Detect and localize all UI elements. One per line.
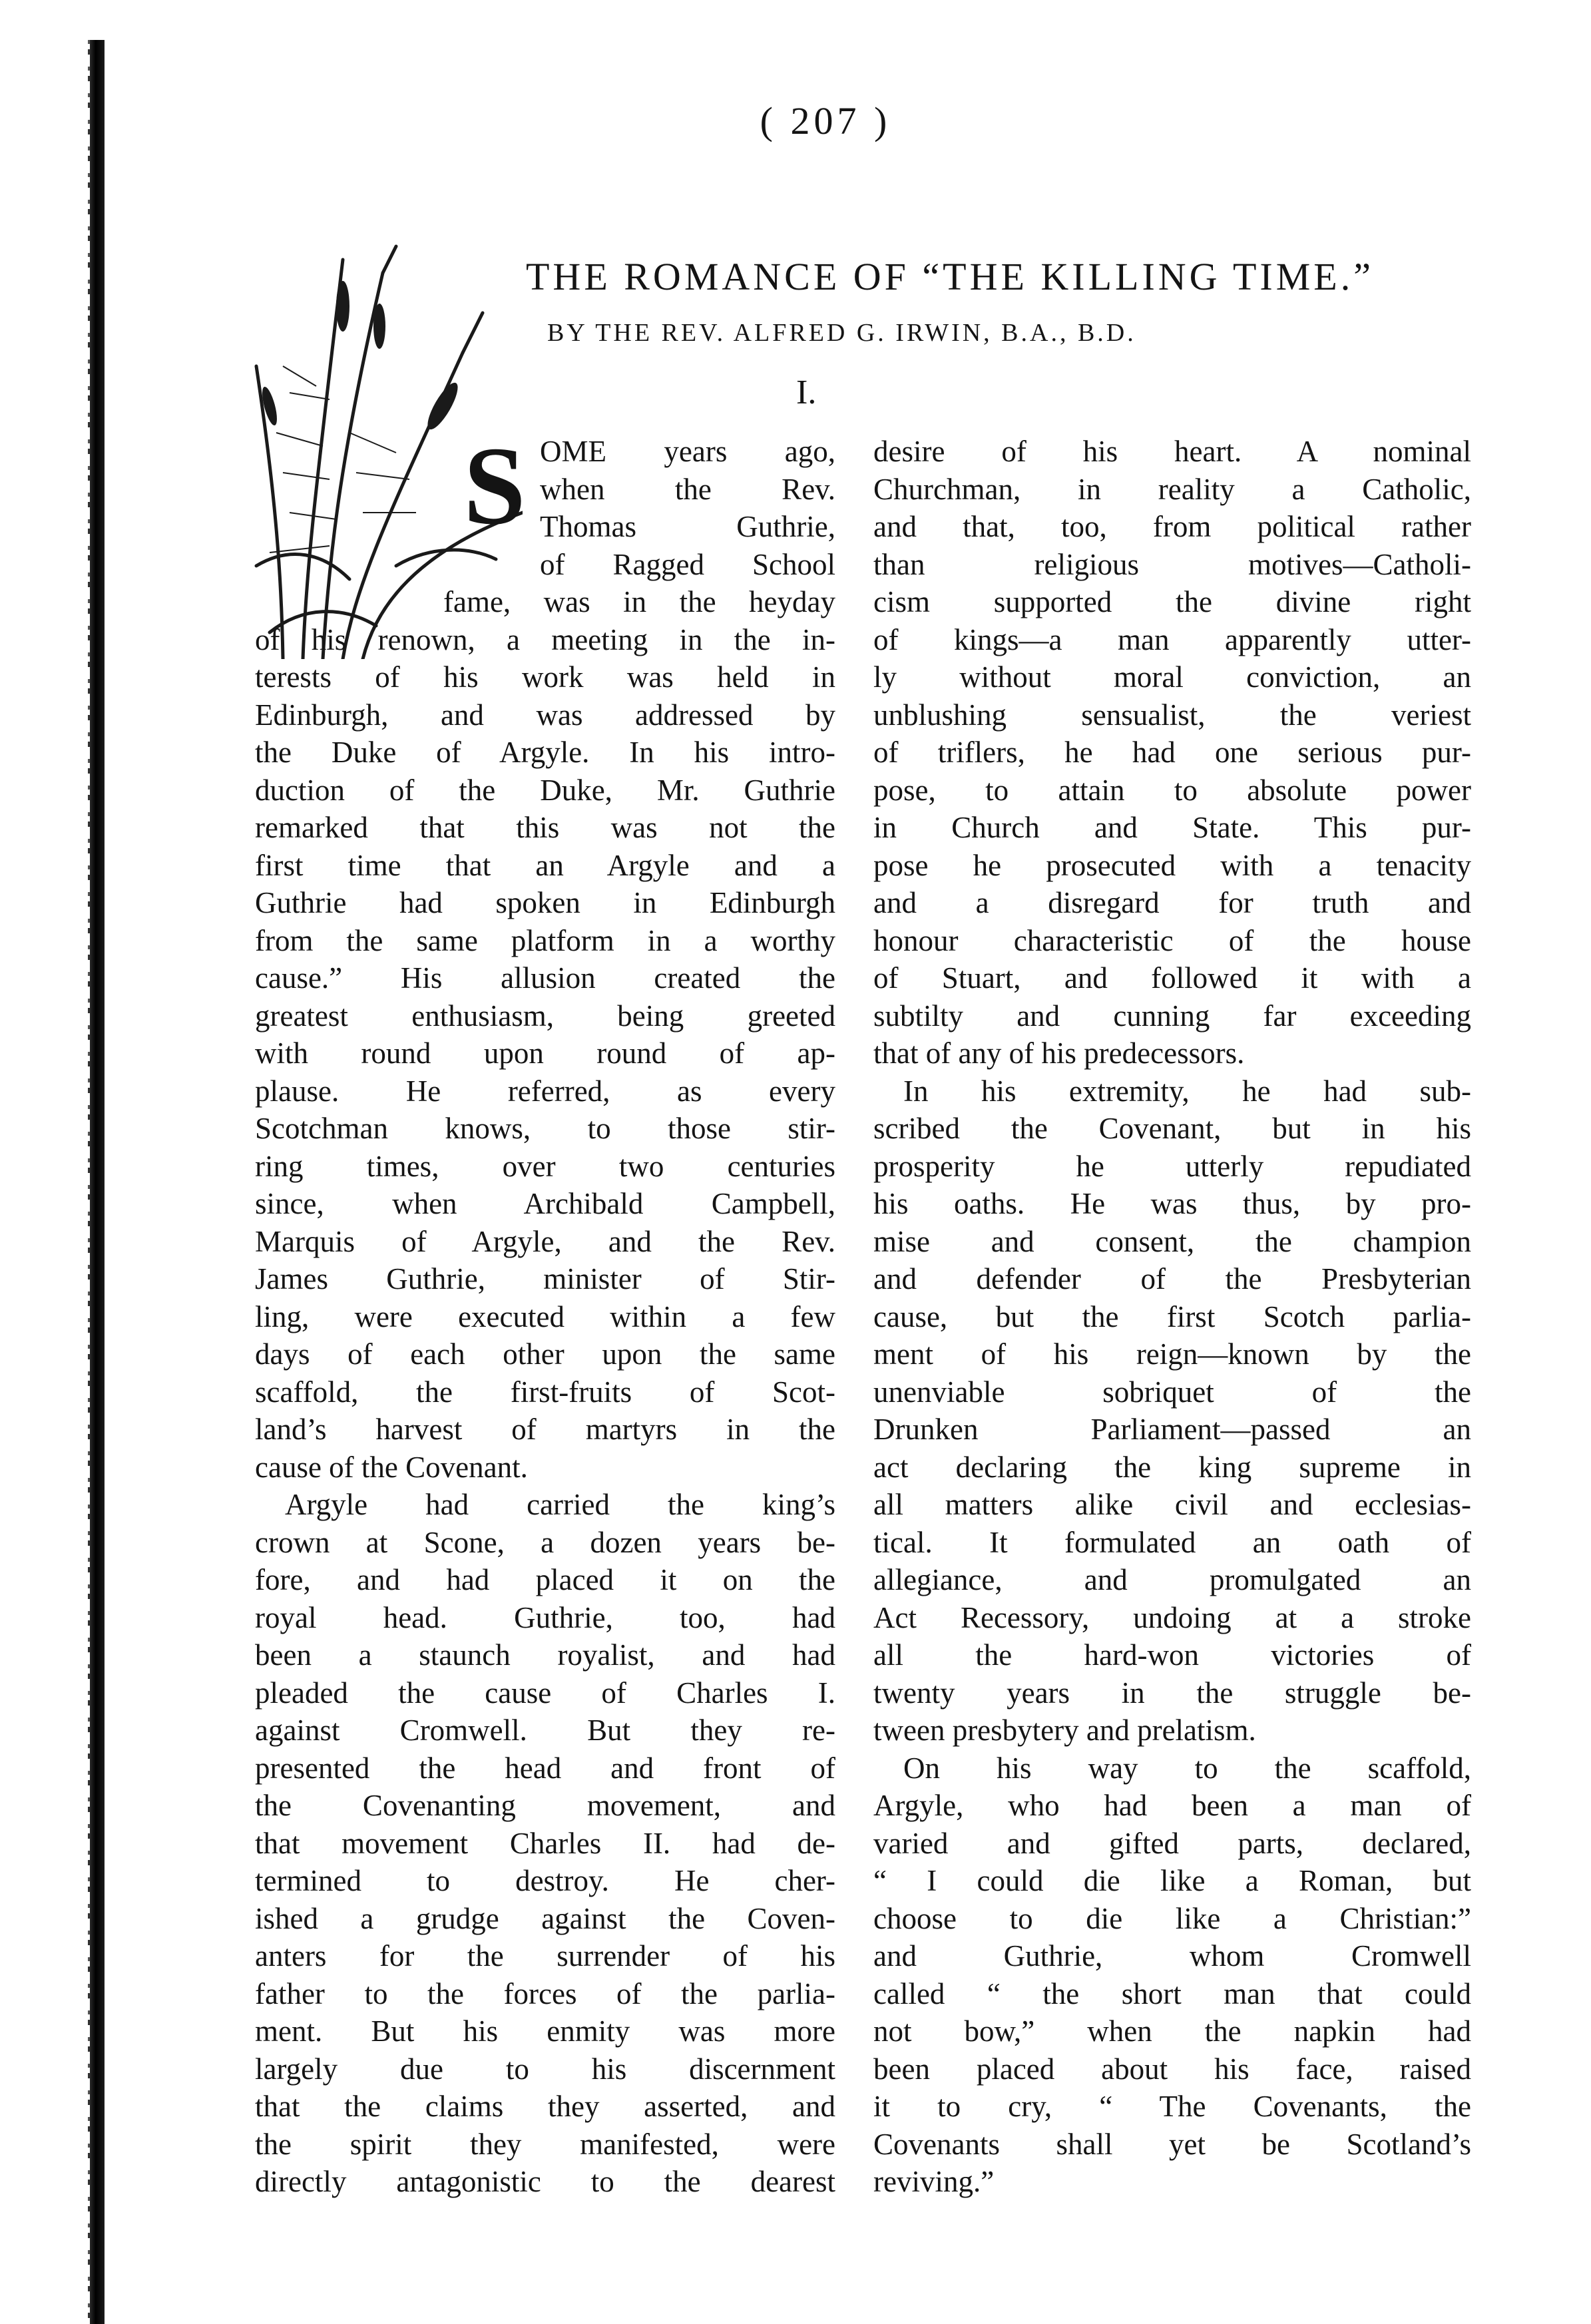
text-line: mise and consent, the champion [873, 1224, 1471, 1258]
text-line: fore, and had placed it on the [255, 1563, 835, 1596]
text-line: OME years ago, [540, 435, 835, 468]
text-line: “ I could die like a Roman, but [873, 1864, 1471, 1897]
text-line: duction of the Duke, Mr. Guthrie [255, 773, 835, 807]
text-line: against Cromwell. But they re- [255, 1714, 835, 1747]
text-line: father to the forces of the parlia- [255, 1976, 835, 2010]
text-line: choose to die like a Christian:” [873, 1901, 1471, 1935]
text-line: remarked that this was not the [255, 811, 835, 844]
text-line: been a staunch royalist, and had [255, 1638, 835, 1672]
text-line: ring times, over two centuries [255, 1149, 835, 1183]
text-line: Covenants shall yet be Scotland’s [873, 2127, 1471, 2161]
text-line: all the hard-won victories of [873, 1638, 1471, 1672]
text-line: of triflers, he had one serious pur- [873, 736, 1471, 769]
book-binding-edge [90, 40, 105, 2324]
text-line: ly without moral conviction, an [873, 660, 1471, 694]
text-line: royal head. Guthrie, too, had [255, 1600, 835, 1634]
text-line: the spirit they manifested, were [255, 2127, 835, 2161]
text-line: pleaded the cause of Charles I. [255, 1676, 835, 1710]
text-line: that of any of his predecessors. [873, 1037, 1245, 1070]
text-line: allegiance, and promulgated an [873, 1563, 1471, 1596]
text-line: honour characteristic of the house [873, 923, 1471, 957]
left-column [255, 424, 835, 2201]
text-line: cism supported the divine right [873, 585, 1471, 618]
text-line: prosperity he utterly repudiated [873, 1149, 1471, 1183]
text-line: plause. He referred, as every [255, 1074, 835, 1108]
page-number: ( 207 ) [760, 99, 891, 142]
text-line: Marquis of Argyle, and the Rev. [255, 1224, 835, 1258]
right-column [873, 433, 1471, 2201]
text-line: Argyle, who had been a man of [873, 1789, 1471, 1822]
text-line: when the Rev. [540, 472, 835, 506]
text-line: unenviable sobriquet of the [873, 1375, 1471, 1409]
text-line: with round upon round of ap- [255, 1037, 835, 1070]
text-line: than religious motives—Catholi- [873, 547, 1471, 581]
text-line: been placed about his face, raised [873, 2052, 1471, 2086]
text-line: scribed the Covenant, but in his [873, 1112, 1471, 1145]
text-line: tical. It formulated an oath of [873, 1525, 1471, 1559]
text-line: that movement Charles II. had de- [255, 1826, 835, 1860]
text-line: of his renown, a meeting in the in- [255, 622, 835, 656]
text-line: Drunken Parliament—passed an [873, 1413, 1471, 1446]
text-line: twenty years in the struggle be- [873, 1676, 1471, 1710]
text-line: first time that an Argyle and a [255, 848, 835, 882]
text-line: anters for the surrender of his [255, 1939, 835, 1973]
text-line: fame, was in the heyday [443, 585, 835, 618]
text-line: from the same platform in a worthy [255, 923, 835, 957]
text-line: the Covenanting movement, and [255, 1789, 835, 1822]
text-line: land’s harvest of martyrs in the [255, 1413, 835, 1446]
text-line: his oaths. He was thus, by pro- [873, 1187, 1471, 1220]
text-line: cause of the Covenant. [255, 1450, 528, 1484]
text-line: that the claims they asserted, and [255, 2090, 835, 2123]
text-line: ment. But his enmity was more [255, 2014, 835, 2048]
text-line: of kings—a man apparently utter- [873, 622, 1471, 656]
text-line: and Guthrie, whom Cromwell [873, 1939, 1471, 1973]
text-line: subtilty and cunning far exceeding [873, 999, 1471, 1033]
text-line: Churchman, in reality a Catholic, [873, 472, 1471, 506]
text-line: In his extremity, he had sub- [903, 1074, 1471, 1108]
text-line: cause, but the first Scotch parlia- [873, 1299, 1471, 1333]
text-line: of Stuart, and followed it with a [873, 961, 1471, 995]
text-line: and that, too, from political rather [873, 510, 1471, 543]
text-line: pose, to attain to absolute power [873, 773, 1471, 807]
text-line: Guthrie had spoken in Edinburgh [255, 886, 835, 919]
text-line: desire of his heart. A nominal [873, 435, 1471, 468]
text-line: largely due to his discernment [255, 2052, 835, 2086]
text-line: crown at Scone, a dozen years be- [255, 1525, 835, 1559]
article-title: THE ROMANCE OF “THE KILLING TIME.” [526, 254, 1374, 298]
text-line: unblushing sensualist, the veriest [873, 698, 1471, 732]
drop-cap: S [463, 424, 526, 548]
text-line: Scotchman knows, to those stir- [255, 1112, 835, 1145]
article-byline: BY THE REV. ALFRED G. IRWIN, B.A., B.D. [547, 319, 1136, 347]
text-line: varied and gifted parts, declared, [873, 1826, 1471, 1860]
text-line: not bow,” when the napkin had [873, 2014, 1471, 2048]
text-line: in Church and State. This pur- [873, 811, 1471, 844]
text-line: and a disregard for truth and [873, 886, 1471, 919]
text-line: tween presbytery and prelatism. [873, 1714, 1256, 1747]
text-line: Act Recessory, undoing at a stroke [873, 1600, 1471, 1634]
text-line: Argyle had carried the king’s [285, 1488, 835, 1521]
section-number: I. [796, 373, 817, 411]
text-line: Edinburgh, and was addressed by [255, 698, 835, 732]
text-line: greatest enthusiasm, being greeted [255, 999, 835, 1033]
text-line: cause.” His allusion created the [255, 961, 835, 995]
text-line: On his way to the scaffold, [903, 1751, 1471, 1785]
text-line: and defender of the Presbyterian [873, 1262, 1471, 1295]
text-line: termined to destroy. He cher- [255, 1864, 835, 1897]
text-line: the Duke of Argyle. In his intro- [255, 736, 835, 769]
text-line: presented the head and front of [255, 1751, 835, 1785]
text-line: terests of his work was held in [255, 660, 835, 694]
text-line: ment of his reign—known by the [873, 1337, 1471, 1371]
text-line: of Ragged School [540, 547, 835, 581]
text-line: it to cry, “ The Covenants, the [873, 2090, 1471, 2123]
text-line: directly antagonistic to the dearest [255, 2165, 835, 2198]
text-line: ished a grudge against the Coven- [255, 1901, 835, 1935]
text-line: reviving.” [873, 2165, 995, 2198]
text-line: Thomas Guthrie, [540, 510, 835, 543]
text-line: act declaring the king supreme in [873, 1450, 1471, 1484]
text-line: ling, were executed within a few [255, 1299, 835, 1333]
text-line: days of each other upon the same [255, 1337, 835, 1371]
text-line: since, when Archibald Campbell, [255, 1187, 835, 1220]
text-line: scaffold, the first-fruits of Scot- [255, 1375, 835, 1409]
text-line: all matters alike civil and ecclesias- [873, 1488, 1471, 1521]
text-line: pose he prosecuted with a tenacity [873, 848, 1471, 882]
text-line: James Guthrie, minister of Stir- [255, 1262, 835, 1295]
text-line: called “ the short man that could [873, 1976, 1471, 2010]
